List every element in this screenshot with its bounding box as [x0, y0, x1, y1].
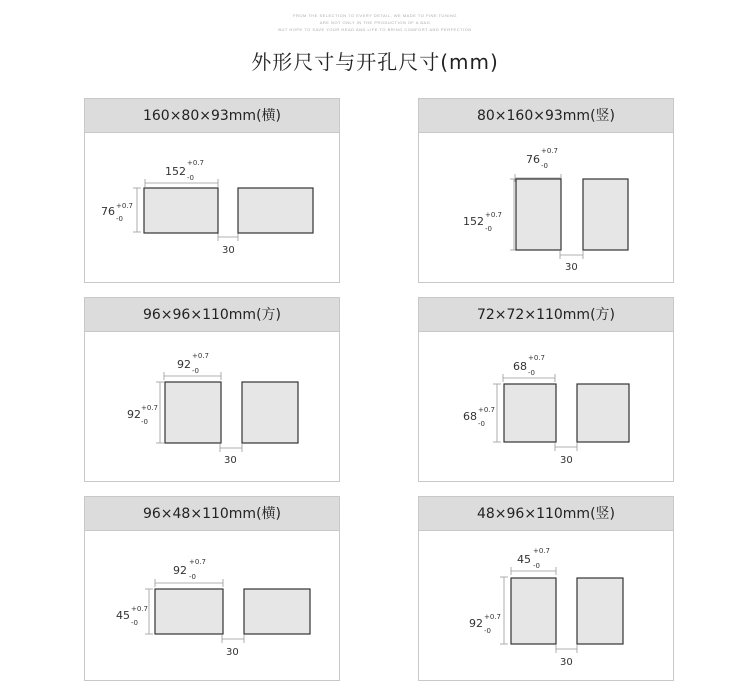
notice-line-1: FROM THE SELECTION TO EVERY DETAIL, WE MADE TO FINE TUNING: [293, 13, 457, 18]
card-label: 96×96×110mm(方): [85, 298, 339, 332]
height-dimension: 92: [127, 408, 141, 421]
card-label: 96×48×110mm(横): [85, 497, 339, 531]
dimension-card: [84, 98, 340, 283]
card-label: 72×72×110mm(方): [419, 298, 673, 332]
height-tolerance-upper: +0.7: [141, 404, 158, 412]
height-tolerance-lower: -0: [116, 215, 123, 223]
dimension-diagram: [85, 531, 339, 680]
width-tolerance-lower: -0: [541, 162, 548, 170]
height-dimension: 68: [463, 410, 477, 423]
dimension-diagram: [419, 332, 673, 481]
width-dimension: 68: [513, 360, 527, 373]
gap-dimension: 30: [224, 455, 237, 466]
width-dimension: 92: [177, 358, 191, 371]
dimension-card: [418, 98, 674, 283]
gap-dimension: 30: [565, 262, 578, 273]
width-dimension: 76: [526, 153, 540, 166]
card-label: 160×80×93mm(横): [85, 99, 339, 133]
width-tolerance-lower: -0: [192, 367, 199, 375]
diagram-svg: [419, 332, 673, 481]
notice-line-2: ARE NOT ONLY IN THE PRODUCTION OF A BAG: [319, 20, 431, 25]
height-tolerance-upper: +0.7: [484, 613, 501, 621]
diagram-svg: [419, 531, 673, 680]
width-dimension: 152: [165, 165, 186, 178]
dimension-card: [84, 297, 340, 482]
height-tolerance-upper: +0.7: [131, 605, 148, 613]
gap-dimension: 30: [560, 455, 573, 466]
diagram-svg: [85, 133, 339, 282]
dimension-card: [418, 297, 674, 482]
width-tolerance-upper: +0.7: [189, 558, 206, 566]
dimension-diagram: [85, 332, 339, 481]
height-dimension: 152: [463, 215, 484, 228]
width-tolerance-upper: +0.7: [533, 547, 550, 555]
width-tolerance-lower: -0: [189, 573, 196, 581]
height-tolerance-lower: -0: [484, 627, 491, 635]
dimension-diagram: [85, 133, 339, 282]
height-tolerance-lower: -0: [485, 225, 492, 233]
diagram-svg: [85, 531, 339, 680]
page-title: 外形尺寸与开孔尺寸(mm): [251, 50, 499, 74]
dimension-diagram: [419, 531, 673, 680]
width-tolerance-lower: -0: [533, 562, 540, 570]
dimension-diagram: [419, 133, 673, 282]
card-label: 80×160×93mm(竖): [419, 99, 673, 133]
height-tolerance-lower: -0: [131, 619, 138, 627]
notice-line-3: BUT HOPE TO SAVE YOUR HEAD AND LIFE TO BRING COMFORT AND PERFECTION: [278, 27, 472, 32]
height-dimension: 76: [101, 205, 115, 218]
gap-dimension: 30: [560, 657, 573, 668]
width-tolerance-upper: +0.7: [541, 147, 558, 155]
width-tolerance-upper: +0.7: [192, 352, 209, 360]
width-dimension: 92: [173, 564, 187, 577]
width-tolerance-upper: +0.7: [528, 354, 545, 362]
width-dimension: 45: [517, 553, 531, 566]
diagram-svg: [85, 332, 339, 481]
height-tolerance-upper: +0.7: [478, 406, 495, 414]
gap-dimension: 30: [222, 245, 235, 256]
diagram-svg: [419, 133, 673, 282]
card-label: 48×96×110mm(竖): [419, 497, 673, 531]
height-dimension: 45: [116, 609, 130, 622]
width-tolerance-lower: -0: [528, 369, 535, 377]
width-tolerance-lower: -0: [187, 174, 194, 182]
height-dimension: 92: [469, 617, 483, 630]
height-tolerance-lower: -0: [478, 420, 485, 428]
height-tolerance-upper: +0.7: [485, 211, 502, 219]
width-tolerance-upper: +0.7: [187, 159, 204, 167]
dimension-card: [418, 496, 674, 681]
height-tolerance-lower: -0: [141, 418, 148, 426]
gap-dimension: 30: [226, 647, 239, 658]
height-tolerance-upper: +0.7: [116, 202, 133, 210]
dimension-card: [84, 496, 340, 681]
